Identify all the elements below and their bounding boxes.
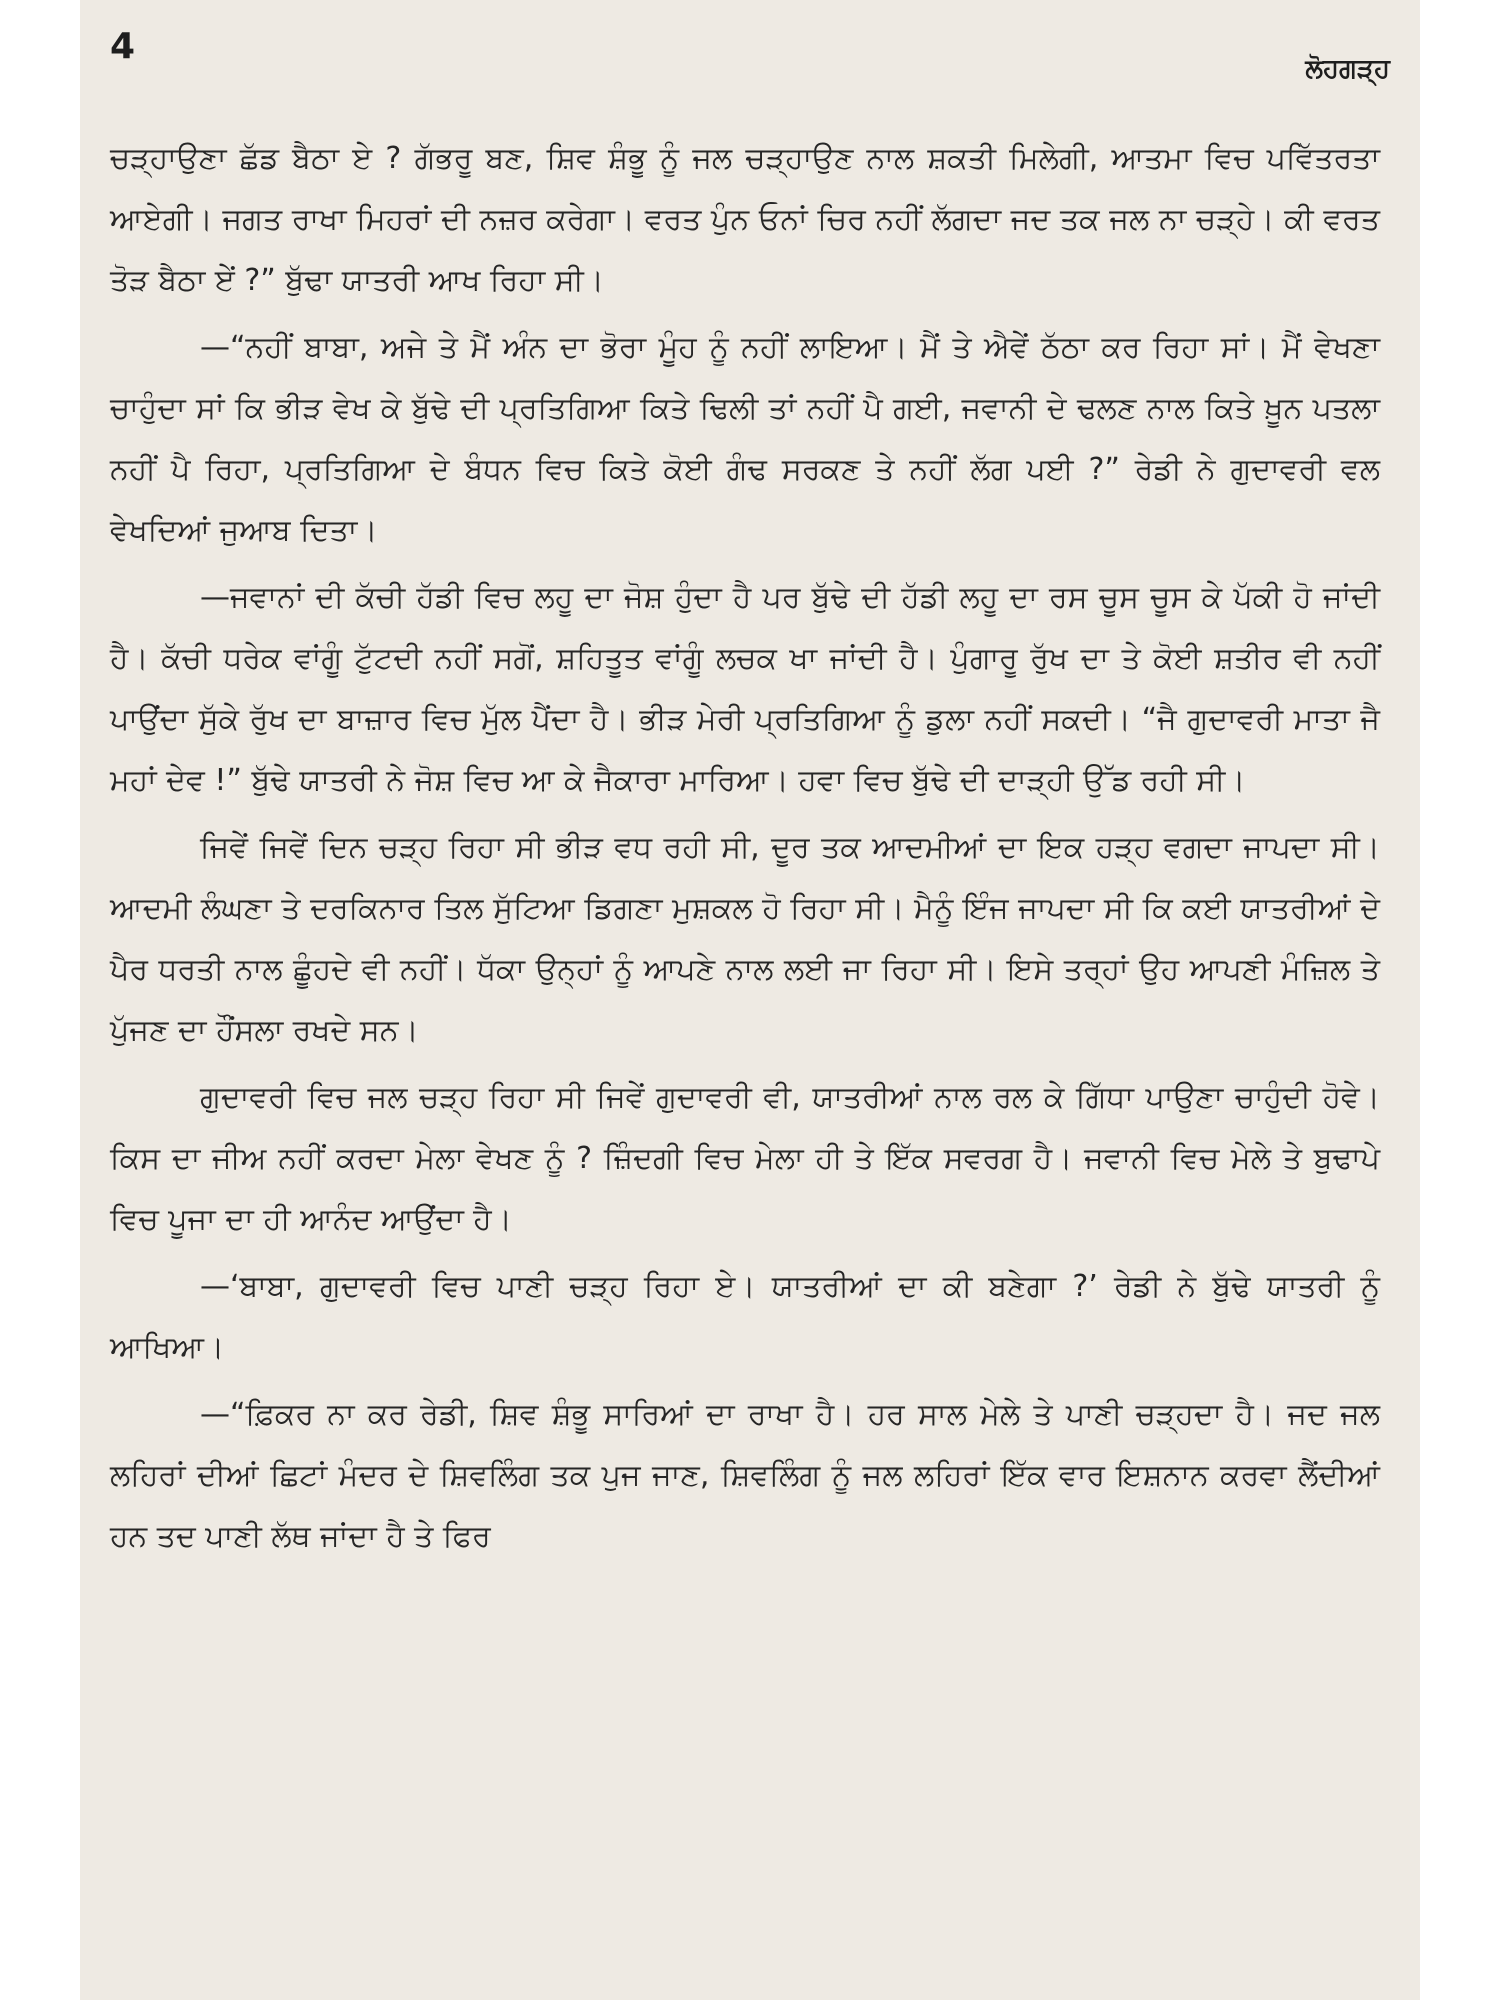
body-text: [110, 128, 1380, 1573]
paragraph: ਗੁਦਾਵਰੀ ਵਿਚ ਜਲ ਚੜ੍ਹ ਰਿਹਾ ਸੀ ਜਿਵੇਂ ਗੁਦਾਵਰੀ ਵੀ, ਯਾਤਰੀਆਂ ਨਾਲ ਰਲ ਕੇ ਗਿੱਧਾ ਪਾਉਣਾ ਚਾਹੁੰਦੀ ਹੋਵੇ। ਕਿਸ ਦਾ ਜੀਅ ਨਹੀਂ ਕਰਦਾ ਮੇਲਾ ਵੇਖਣ ਨੂੰ ? ਜ਼ਿੰਦਗੀ ਵਿਚ ਮੇਲਾ ਹੀ ਤੇ ਇੱਕ ਸਵਰਗ ਹੈ। ਜਵਾਨੀ ਵਿਚ ਮੇਲੇ ਤੇ ਬੁਢਾਪੇ ਵਿਚ ਪੂਜਾ ਦਾ ਹੀ ਆਨੰਦ ਆਉਂਦਾ ਹੈ।: [110, 1080, 1380, 1237]
paragraph: ਜਿਵੇਂ ਜਿਵੇਂ ਦਿਨ ਚੜ੍ਹ ਰਿਹਾ ਸੀ ਭੀੜ ਵਧ ਰਹੀ ਸੀ, ਦੂਰ ਤਕ ਆਦਮੀਆਂ ਦਾ ਇਕ ਹੜ੍ਹ ਵਗਦਾ ਜਾਪਦਾ ਸੀ। ਆਦਮੀ ਲੰਘਣਾ ਤੇ ਦਰਕਿਨਾਰ ਤਿਲ ਸੁੱਟਿਆ ਡਿਗਣਾ ਮੁਸ਼ਕਲ ਹੋ ਰਿਹਾ ਸੀ। ਮੈਨੂੰ ਇੰਜ ਜਾਪਦਾ ਸੀ ਕਿ ਕਈ ਯਾਤਰੀਆਂ ਦੇ ਪੈਰ ਧਰਤੀ ਨਾਲ ਛੂੰਹਦੇ ਵੀ ਨਹੀਂ। ਧੱਕਾ ਉਨ੍ਹਾਂ ਨੂੰ ਆਪਣੇ ਨਾਲ ਲਈ ਜਾ ਰਿਹਾ ਸੀ। ਇਸੇ ਤਰ੍ਹਾਂ ਉਹ ਆਪਣੀ ਮੰਜ਼ਿਲ ਤੇ ਪੁੱਜਣ ਦਾ ਹੌਂਸਲਾ ਰਖਦੇ ਸਨ।: [110, 830, 1380, 1048]
paragraph: —“ਫ਼ਿਕਰ ਨਾ ਕਰ ਰੇਡੀ, ਸ਼ਿਵ ਸ਼ੰਭੂ ਸਾਰਿਆਂ ਦਾ ਰਾਖਾ ਹੈ। ਹਰ ਸਾਲ ਮੇਲੇ ਤੇ ਪਾਣੀ ਚੜ੍ਹਦਾ ਹੈ। ਜਦ ਜਲ ਲਹਿਰਾਂ ਦੀਆਂ ਛਿਟਾਂ ਮੰਦਰ ਦੇ ਸ਼ਿਵਲਿੰਗ ਤਕ ਪੁਜ ਜਾਣ, ਸ਼ਿਵਲਿੰਗ ਨੂੰ ਜਲ ਲਹਿਰਾਂ ਇੱਕ ਵਾਰ ਇਸ਼ਨਾਨ ਕਰਵਾ ਲੈਂਦੀਆਂ ਹਨ ਤਦ ਪਾਣੀ ਲੱਥ ਜਾਂਦਾ ਹੈ ਤੇ ਫਿਰ: [110, 1397, 1380, 1554]
running-head: ਲੋਹਗੜ੍ਹ: [1305, 54, 1390, 84]
page-number: 4: [110, 26, 136, 67]
paragraph: ਚੜ੍ਹਾਉਣਾ ਛੱਡ ਬੈਠਾ ਏ ? ਗੱਭਰੂ ਬਣ, ਸ਼ਿਵ ਸ਼ੰਭੂ ਨੂੰ ਜਲ ਚੜ੍ਹਾਉਣ ਨਾਲ ਸ਼ਕਤੀ ਮਿਲੇਗੀ, ਆਤਮਾ ਵਿਚ ਪਵਿੱਤਰਤਾ ਆਏਗੀ। ਜਗਤ ਰਾਖਾ ਮਿਹਰਾਂ ਦੀ ਨਜ਼ਰ ਕਰੇਗਾ। ਵਰਤ ਪੁੰਨ ਓਨਾਂ ਚਿਰ ਨਹੀਂ ਲੱਗਦਾ ਜਦ ਤਕ ਜਲ ਨਾ ਚੜ੍ਹੇ। ਕੀ ਵਰਤ ਤੋੜ ਬੈਠਾ ਏਂ ?” ਬੁੱਢਾ ਯਾਤਰੀ ਆਖ ਰਿਹਾ ਸੀ।: [110, 141, 1380, 298]
paragraph: —ਜਵਾਨਾਂ ਦੀ ਕੱਚੀ ਹੱਡੀ ਵਿਚ ਲਹੂ ਦਾ ਜੋਸ਼ ਹੁੰਦਾ ਹੈ ਪਰ ਬੁੱਢੇ ਦੀ ਹੱਡੀ ਲਹੂ ਦਾ ਰਸ ਚੂਸ ਚੂਸ ਕੇ ਪੱਕੀ ਹੋ ਜਾਂਦੀ ਹੈ। ਕੱਚੀ ਧਰੇਕ ਵਾਂਗੂੰ ਟੁੱਟਦੀ ਨਹੀਂ ਸਗੋਂ, ਸ਼ਹਿਤੂਤ ਵਾਂਗੂੰ ਲਚਕ ਖਾ ਜਾਂਦੀ ਹੈ। ਪੁੰਗਾਰੂ ਰੁੱਖ ਦਾ ਤੇ ਕੋਈ ਸ਼ਤੀਰ ਵੀ ਨਹੀਂ ਪਾਉਂਦਾ ਸੁੱਕੇ ਰੁੱਖ ਦਾ ਬਾਜ਼ਾਰ ਵਿਚ ਮੁੱਲ ਪੈਂਦਾ ਹੈ। ਭੀੜ ਮੇਰੀ ਪ੍ਰਤਿਗਿਆ ਨੂੰ ਡੁਲਾ ਨਹੀਂ ਸਕਦੀ। “ਜੈ ਗੁਦਾਵਰੀ ਮਾਤਾ ਜੈ ਮਹਾਂ ਦੇਵ !” ਬੁੱਢੇ ਯਾਤਰੀ ਨੇ ਜੋਸ਼ ਵਿਚ ਆ ਕੇ ਜੈਕਾਰਾ ਮਾਰਿਆ। ਹਵਾ ਵਿਚ ਬੁੱਢੇ ਦੀ ਦਾੜ੍ਹੀ ਉੱਡ ਰਹੀ ਸੀ।: [110, 580, 1380, 798]
paragraph: —“ਨਹੀਂ ਬਾਬਾ, ਅਜੇ ਤੇ ਮੈਂ ਅੰਨ ਦਾ ਭੋਰਾ ਮੂੰਹ ਨੂੰ ਨਹੀਂ ਲਾਇਆ। ਮੈਂ ਤੇ ਐਵੇਂ ਠੱਠਾ ਕਰ ਰਿਹਾ ਸਾਂ। ਮੈਂ ਵੇਖਣਾ ਚਾਹੁੰਦਾ ਸਾਂ ਕਿ ਭੀੜ ਵੇਖ ਕੇ ਬੁੱਢੇ ਦੀ ਪ੍ਰਤਿਗਿਆ ਕਿਤੇ ਢਿਲੀ ਤਾਂ ਨਹੀਂ ਪੈ ਗਈ, ਜਵਾਨੀ ਦੇ ਢਲਣ ਨਾਲ ਕਿਤੇ ਖ਼ੂਨ ਪਤਲਾ ਨਹੀਂ ਪੈ ਰਿਹਾ, ਪ੍ਰਤਿਗਿਆ ਦੇ ਬੰਧਨ ਵਿਚ ਕਿਤੇ ਕੋਈ ਗੰਢ ਸਰਕਣ ਤੇ ਨਹੀਂ ਲੱਗ ਪਈ ?” ਰੇਡੀ ਨੇ ਗੁਦਾਵਰੀ ਵਲ ਵੇਖਦਿਆਂ ਜੁਆਬ ਦਿਤਾ।: [110, 330, 1380, 548]
paragraph: —‘ਬਾਬਾ, ਗੁਦਾਵਰੀ ਵਿਚ ਪਾਣੀ ਚੜ੍ਹ ਰਿਹਾ ਏ। ਯਾਤਰੀਆਂ ਦਾ ਕੀ ਬਣੇਗਾ ?’ ਰੇਡੀ ਨੇ ਬੁੱਢੇ ਯਾਤਰੀ ਨੂੰ ਆਖਿਆ।: [110, 1269, 1380, 1365]
book-page: [80, 0, 1420, 2000]
